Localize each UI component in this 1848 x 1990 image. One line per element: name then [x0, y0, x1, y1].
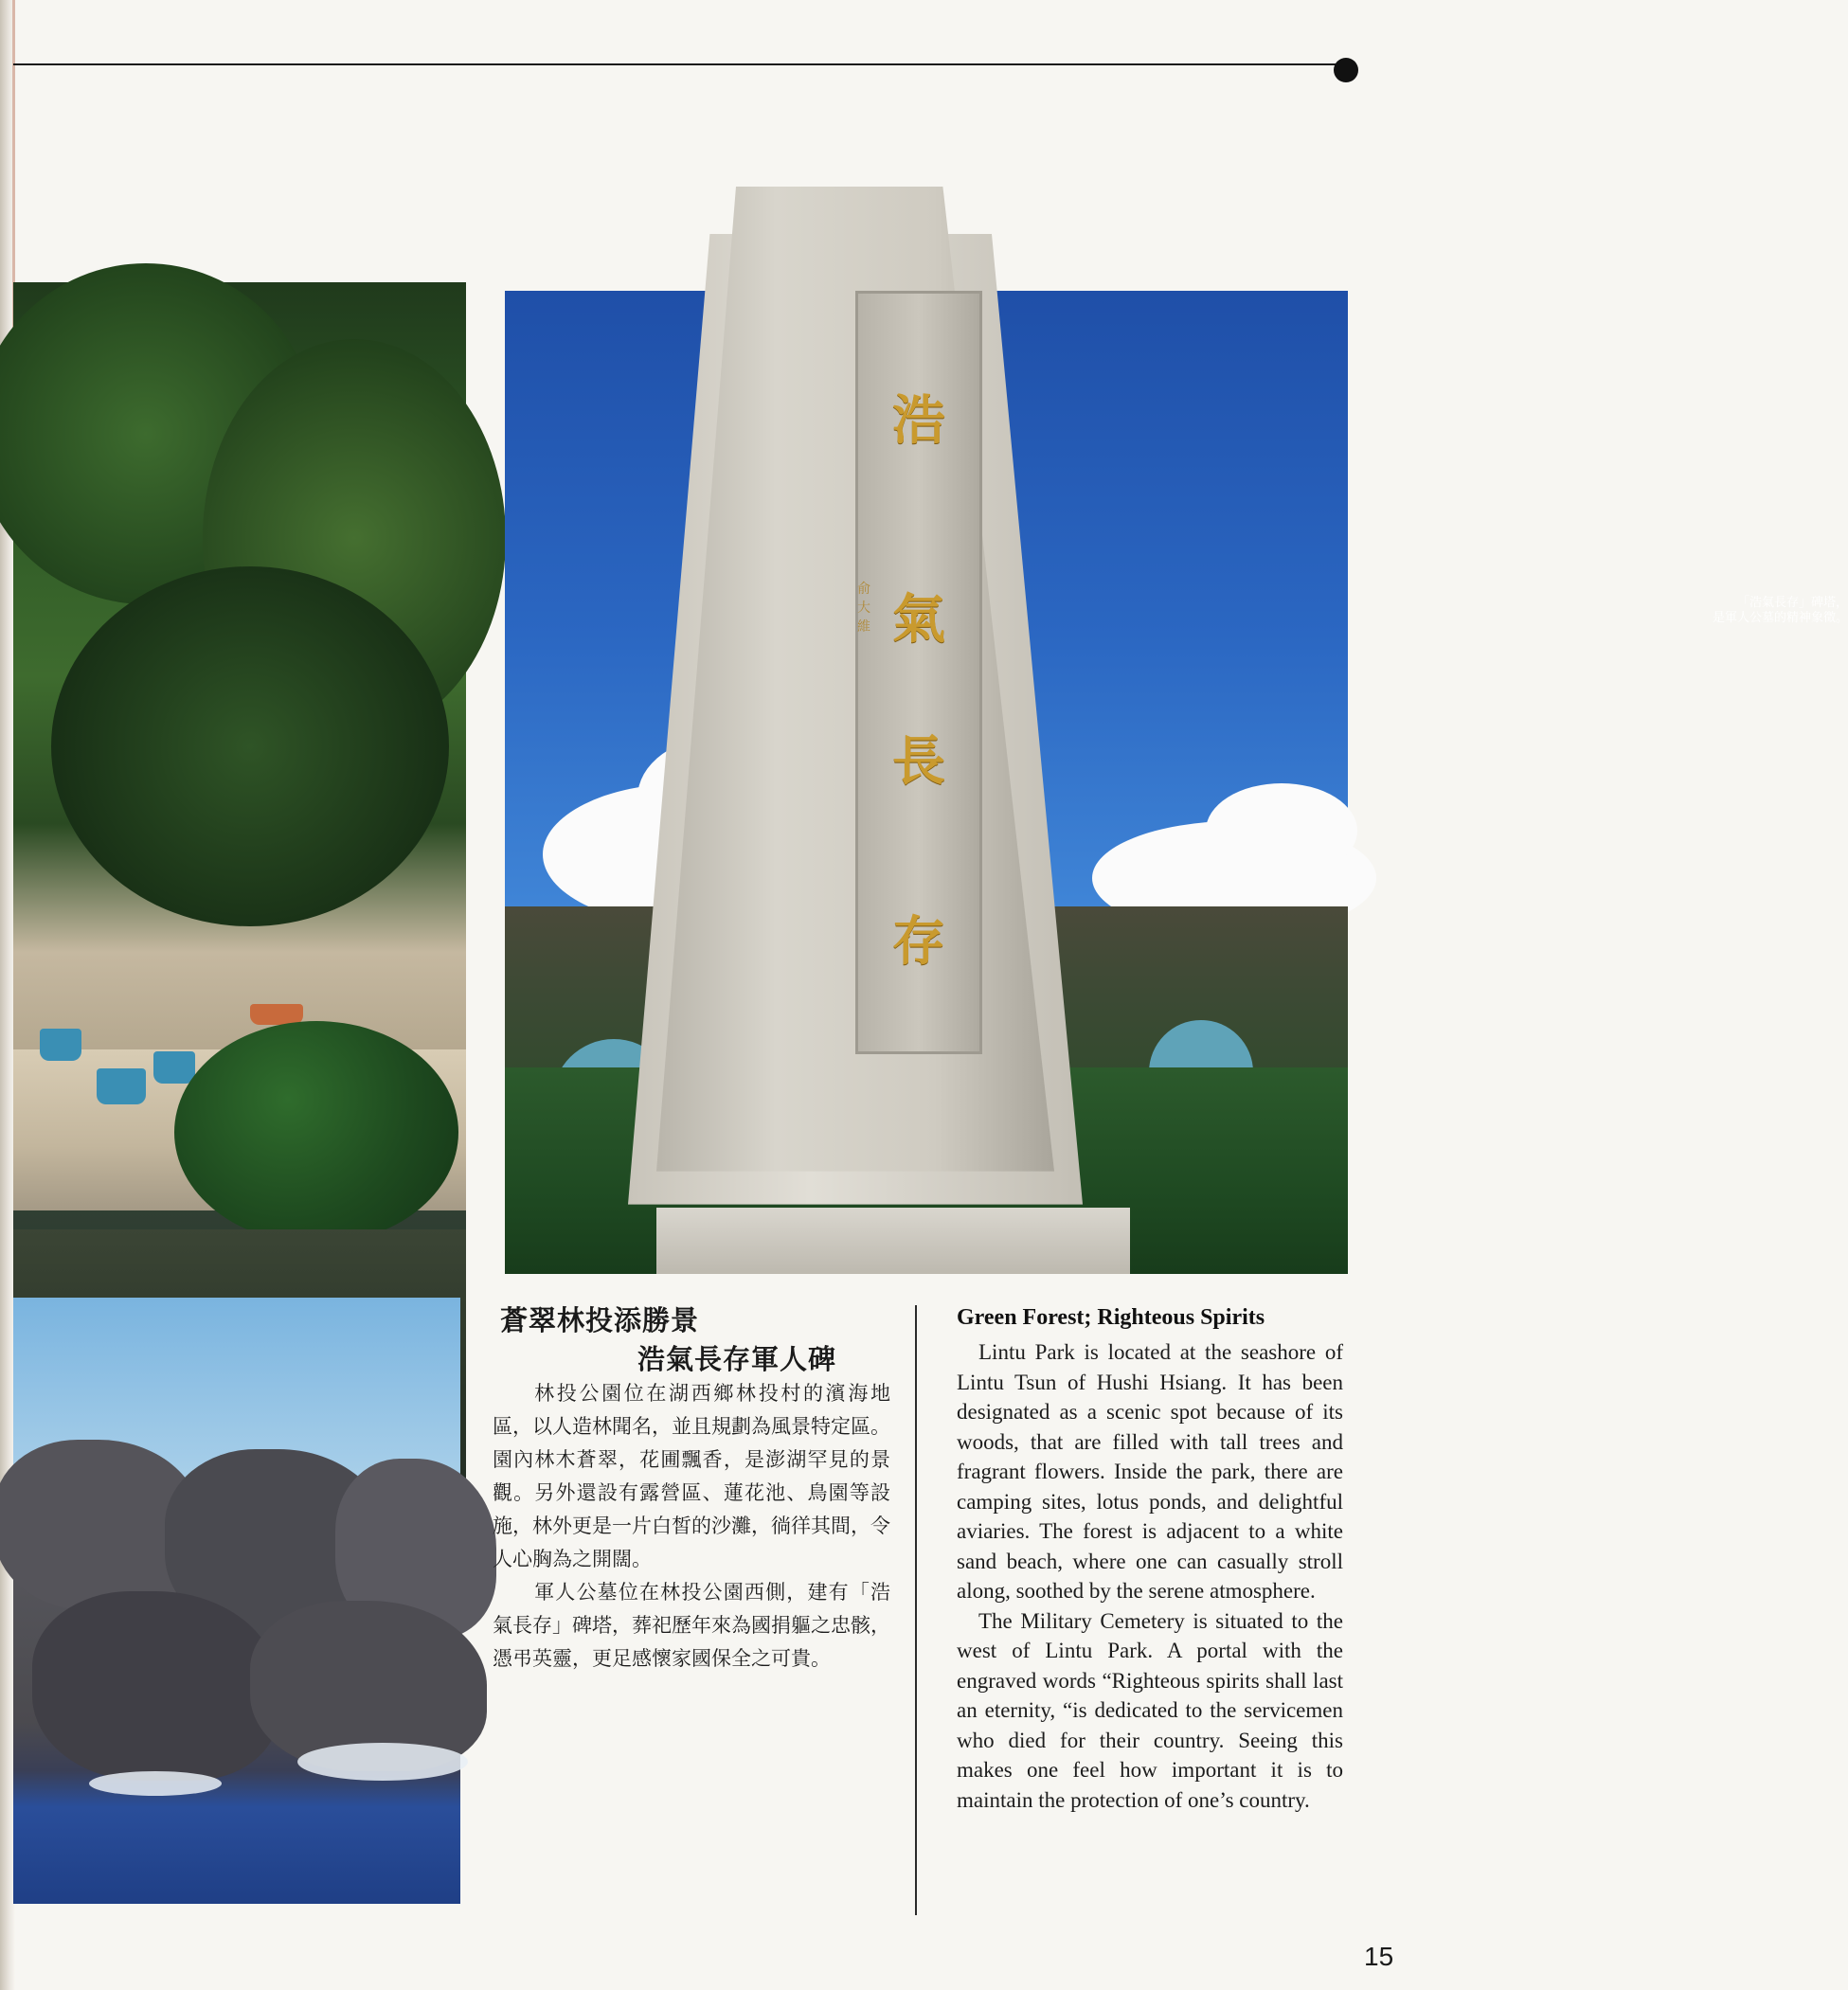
english-body [957, 1337, 1343, 1815]
cloud [1206, 783, 1357, 878]
column-divider [915, 1305, 917, 1915]
chinese-paragraph: 林投公園位在湖西鄉林投村的濱海地區，以人造林聞名，並且規劃為風景特定區。園內林木蒼翠，花圃飄香，是澎湖罕見的景觀。另外還設有露營區、蓮花池、鳥園等設施，林外更是一片白皙的沙灘，徜徉其間，令人心胸為之開闊。 [493, 1382, 890, 1570]
flower-pot [153, 1051, 195, 1084]
chinese-title-line-2: 浩氣長存軍人碑 [637, 1343, 837, 1375]
header-rule-dot [1334, 58, 1358, 82]
coastal-rocks-photo [13, 1298, 460, 1904]
english-paragraph: Lintu Park is located at the seashore of Lintu Tsun of Hushi Hsiang. It has been designated as a scenic spot because of its woods, that are filled with tall trees and fragrant flowers. Inside the park, there are camping sites, lotus ponds, and delightful aviaries. The forest is adjacent to a white sand beach, where one can casually stroll along, soothed by the serene atmosphere. [957, 1340, 1343, 1603]
page-number: 15 [1364, 1942, 1394, 1971]
rock [32, 1591, 278, 1781]
plaque-character: 浩 [892, 389, 945, 452]
flower-pot [97, 1068, 146, 1104]
monument-photo [505, 291, 1848, 1274]
plaque-character: 存 [892, 910, 945, 973]
plaque-character: 長 [892, 730, 945, 793]
monument-base [656, 1208, 1130, 1274]
monument-plaque [855, 291, 982, 1054]
garden-photo [13, 282, 466, 1267]
wave-foam [297, 1743, 468, 1781]
photo-caption-line: 「浩氣長存」碑塔， [1736, 596, 1848, 610]
plaque-signature: 俞大維 [857, 582, 870, 635]
flower-pot [40, 1029, 81, 1061]
english-title: Green Forest; Righteous Spirits [957, 1305, 1265, 1330]
plaque-character: 氣 [892, 588, 945, 651]
chinese-body [493, 1377, 890, 1676]
photo-caption-line: 是軍人公墓的精神象徵。 [1712, 611, 1848, 625]
tree-canopy [51, 566, 449, 926]
chinese-title-line-1: 蒼翠林投添勝景 [500, 1304, 700, 1336]
wave-foam [89, 1771, 222, 1796]
header-rule [13, 63, 1349, 65]
round-shrub [174, 1021, 458, 1244]
photo-caption [1621, 596, 1848, 626]
chinese-paragraph: 軍人公墓位在林投公園西側，建有「浩氣長存」碑塔，葬祀歷年來為國捐軀之忠骸，憑弔英靈，更足感懷家國保全之可貴。 [493, 1581, 890, 1670]
english-paragraph: The Military Cemetery is situated to the west of Lintu Park. A portal with the engraved words “Righteous spirits shall last an eternity, “is dedicated to the servicemen who died for their country. Seeing this makes one feel how important it is to maintain the protection of one’s country. [957, 1608, 1343, 1812]
